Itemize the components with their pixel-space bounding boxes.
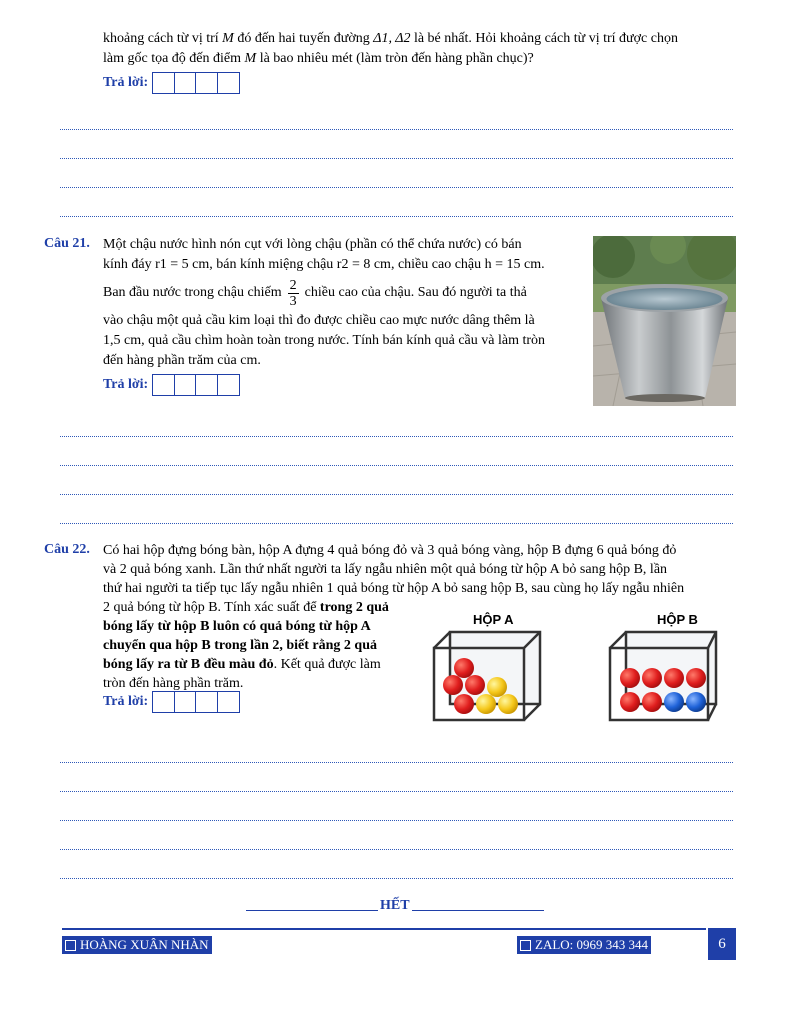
q22-answer [103, 691, 238, 713]
page-number: 6 [708, 928, 736, 960]
answer-line[interactable] [60, 436, 733, 437]
answer-label: Trả lời: [103, 75, 149, 90]
square-icon [520, 940, 531, 951]
answer-box[interactable] [174, 374, 197, 396]
q22-text-left: 2 quả bóng từ hộp B. Tính xác suất để trong 2 quả bóng lấy từ hộp B luôn có quả bóng từ hộp A chuyển qua hộp B trong lần 2, biết rằng 2 quả bóng lấy ra từ B đều màu đỏ. Kết quả được làm tròn đến hàng phần trăm. [103, 600, 389, 691]
box-b-label: HỘP B [657, 612, 698, 627]
answer-label: Trả lời: [103, 694, 149, 709]
box-a-label: HỘP A [473, 612, 514, 627]
answer-box[interactable] [174, 691, 197, 713]
q22-text-full: Có hai hộp đựng bóng bàn, hộp A đựng 4 quả bóng đỏ và 3 quả bóng vàng, hộp B đựng 6 quả bóng đỏ và 2 quả bóng xanh. Lần thứ nhất người ta lấy ngẫu nhiên một quả bóng từ hộp A bỏ sang hộp B, lần thứ hai người ta tiếp tục lấy ngẫu nhiên 1 quả bóng từ hộp A bỏ sang hộp B, sau cùng họ lấy ngẫu nhiên [103, 543, 685, 596]
answer-box[interactable] [195, 691, 218, 713]
answer-line[interactable] [60, 216, 733, 217]
footer-author: HOÀNG XUÂN NHÀN [62, 936, 212, 954]
fraction: 2 3 [289, 277, 297, 309]
box-a [434, 632, 540, 720]
answer-line[interactable] [60, 129, 733, 130]
boxes-illustration [428, 630, 738, 725]
answer-box[interactable] [152, 691, 175, 713]
answer-box[interactable] [152, 374, 175, 396]
q20-answer [103, 72, 238, 94]
answer-line[interactable] [60, 187, 733, 188]
q20-line2: làm gốc tọa độ đến điểm M là bao nhiêu mét (làm tròn đến hàng phần chục)? [103, 51, 534, 66]
answer-line[interactable] [60, 465, 733, 466]
end-marker [246, 898, 544, 914]
answer-box[interactable] [217, 691, 240, 713]
answer-line[interactable] [60, 849, 733, 850]
square-icon [65, 940, 76, 951]
answer-box[interactable] [195, 72, 218, 94]
answer-box[interactable] [152, 72, 175, 94]
answer-box[interactable] [174, 72, 197, 94]
answer-label: Trả lời: [103, 377, 149, 392]
answer-line[interactable] [60, 494, 733, 495]
footer-zalo: ZALO: 0969 343 344 [517, 936, 651, 954]
pot-photo [593, 236, 736, 406]
q21-line3: Ban đầu nước trong chậu chiếm 2 3 chiều cao của chậu. Sau đó người ta thả [103, 277, 527, 309]
answer-line[interactable] [60, 158, 733, 159]
answer-line[interactable] [60, 523, 733, 524]
q21-text: Một chậu nước hình nón cụt với lòng chậu (phần có thể chứa nước) có bán kính đáy r1 = 5 cm, bán kính miệng chậu r2 = 8 cm, chiều cao chậu h = 15 cm. Ban đầu nước trong chậu chiếm 2 3 chiều cao của chậu. Sau đó người ta thả vào chậu một quả cầu kim loại thì đo được chiều cao mực nước dâng thêm là 1,5 cm, quả cầu chìm hoàn toàn trong nước. Tính bán kính quả cầu và làm tròn đến hàng phần trăm của cm. [103, 235, 583, 371]
q20-line1: khoảng cách từ vị trí M đó đến hai tuyến đường Δ1, Δ2 là bé nhất. Hỏi khoảng cách từ vị trí được chọn [103, 31, 678, 46]
end-text: HẾT [380, 898, 410, 913]
q21-answer [103, 374, 238, 396]
footer-rule [62, 928, 706, 930]
box-b [610, 632, 716, 720]
question-number: Câu 21. [44, 236, 90, 251]
answer-boxes [152, 374, 238, 396]
answer-line[interactable] [60, 791, 733, 792]
answer-line[interactable] [60, 820, 733, 821]
answer-line[interactable] [60, 762, 733, 763]
answer-box[interactable] [217, 374, 240, 396]
answer-line[interactable] [60, 878, 733, 879]
answer-box[interactable] [195, 374, 218, 396]
answer-boxes [152, 72, 238, 94]
question-number: Câu 22. [44, 542, 90, 557]
answer-box[interactable] [217, 72, 240, 94]
answer-boxes [152, 691, 238, 713]
q20-text [103, 29, 737, 69]
